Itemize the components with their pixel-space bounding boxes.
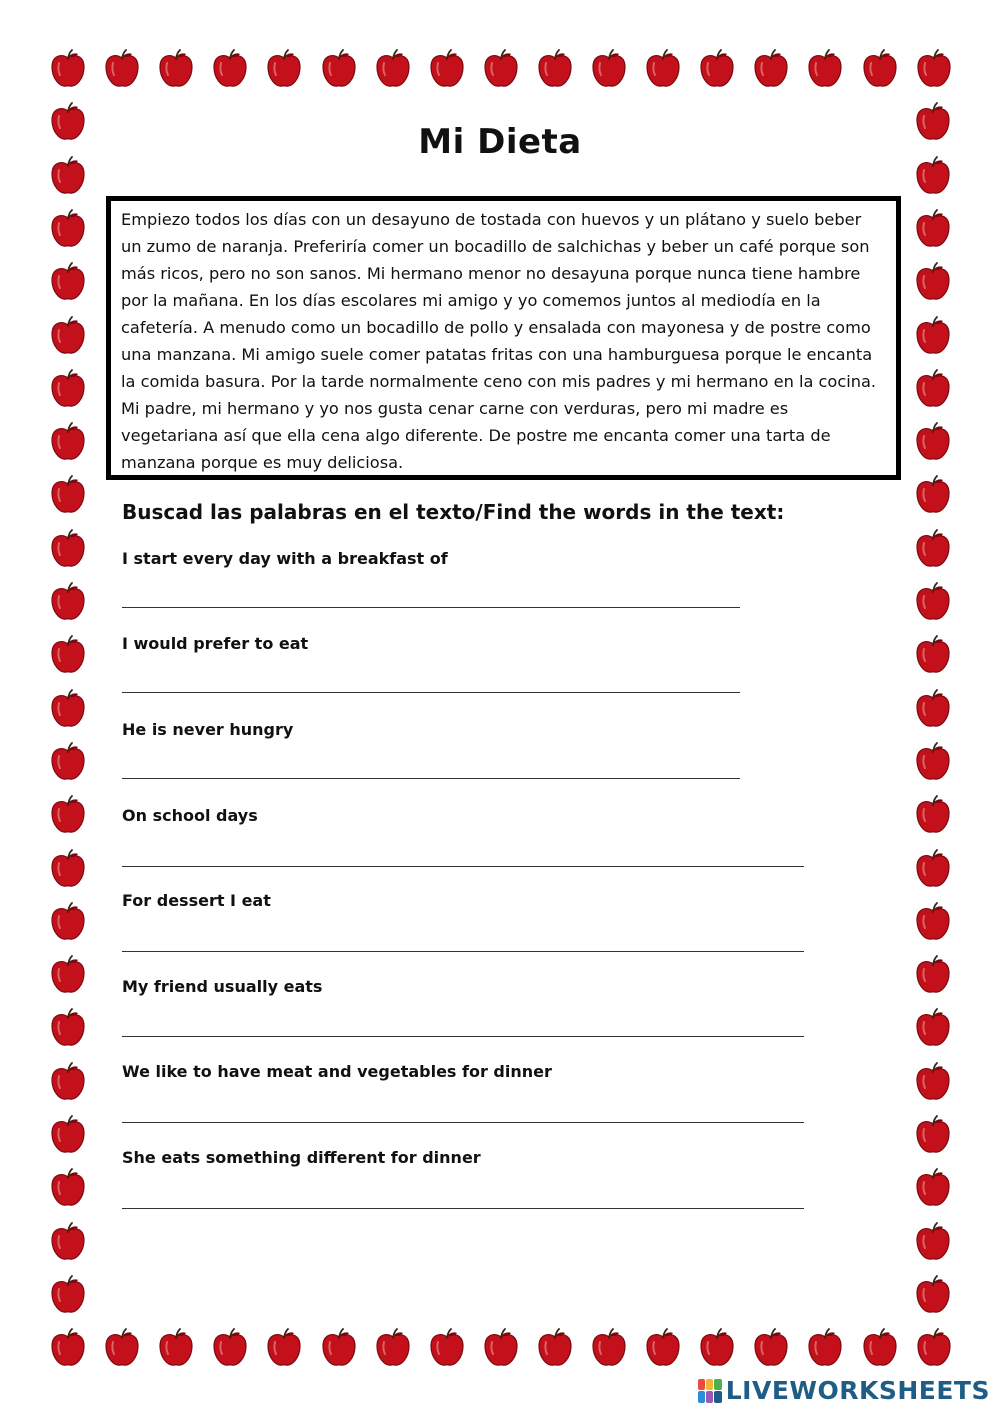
apple-icon: [698, 49, 736, 89]
apple-icon: [49, 1328, 87, 1368]
apple-icon: [644, 1328, 682, 1368]
answer-line[interactable]: [122, 1036, 804, 1037]
apple-icon: [103, 1328, 141, 1368]
question-label: She eats something different for dinner: [122, 1148, 481, 1167]
instruction-heading: Buscad las palabras en el texto/Find the words in the text:: [122, 500, 785, 524]
answer-line[interactable]: [122, 1122, 804, 1123]
apple-icon: [49, 955, 87, 995]
apple-icon: [914, 1115, 952, 1155]
apple-icon: [914, 316, 952, 356]
apple-icon: [49, 902, 87, 942]
answer-line[interactable]: [122, 607, 740, 608]
apple-icon: [103, 49, 141, 89]
page-title: Mi Dieta: [418, 122, 582, 162]
answer-line[interactable]: [122, 951, 804, 952]
apple-icon: [428, 1328, 466, 1368]
apple-icon: [211, 49, 249, 89]
question-label: He is never hungry: [122, 720, 294, 739]
apple-icon: [157, 49, 195, 89]
apple-icon: [49, 1062, 87, 1102]
apple-icon: [320, 49, 358, 89]
apple-icon: [265, 49, 303, 89]
apple-icon: [49, 156, 87, 196]
apple-icon: [806, 49, 844, 89]
question-label: I start every day with a breakfast of: [122, 549, 448, 568]
apple-icon: [752, 1328, 790, 1368]
apple-icon: [211, 1328, 249, 1368]
apple-icon: [914, 689, 952, 729]
apple-icon: [914, 529, 952, 569]
apple-icon: [482, 1328, 520, 1368]
apple-icon: [374, 49, 412, 89]
apple-icon: [374, 1328, 412, 1368]
apple-icon: [914, 156, 952, 196]
apple-icon: [914, 955, 952, 995]
apple-icon: [915, 1328, 953, 1368]
apple-icon: [914, 1275, 952, 1315]
apple-icon: [49, 689, 87, 729]
answer-line[interactable]: [122, 778, 740, 779]
apple-icon: [590, 1328, 628, 1368]
apple-icon: [49, 1115, 87, 1155]
apple-icon: [914, 849, 952, 889]
question-label: My friend usually eats: [122, 977, 323, 996]
apple-icon: [49, 795, 87, 835]
apple-icon: [49, 1008, 87, 1048]
apple-icon: [590, 49, 628, 89]
apple-icon: [914, 1062, 952, 1102]
liveworksheets-logo-text: LIVEWORKSHEETS: [725, 1376, 990, 1405]
apple-icon: [536, 49, 574, 89]
apple-icon: [914, 1008, 952, 1048]
apple-icon: [49, 635, 87, 675]
question-label: We like to have meat and vegetables for dinner: [122, 1062, 552, 1081]
apple-icon: [49, 582, 87, 622]
apple-icon: [49, 422, 87, 462]
apple-icon: [752, 49, 790, 89]
apple-icon: [49, 316, 87, 356]
question-label: On school days: [122, 806, 258, 825]
apple-icon: [49, 475, 87, 515]
apple-icon: [914, 262, 952, 302]
apple-icon: [914, 1168, 952, 1208]
apple-icon: [49, 1168, 87, 1208]
apple-icon: [536, 1328, 574, 1368]
apple-icon: [49, 209, 87, 249]
apple-icon: [914, 209, 952, 249]
apple-icon: [49, 49, 87, 89]
apple-icon: [914, 635, 952, 675]
apple-icon: [914, 475, 952, 515]
apple-icon: [49, 1222, 87, 1262]
apple-icon: [49, 369, 87, 409]
question-label: I would prefer to eat: [122, 634, 309, 653]
answer-line[interactable]: [122, 692, 740, 693]
liveworksheets-logo-icon: [698, 1379, 722, 1403]
apple-icon: [157, 1328, 195, 1368]
apple-icon: [914, 422, 952, 462]
apple-icon: [49, 1275, 87, 1315]
apple-icon: [915, 49, 953, 89]
apple-icon: [861, 49, 899, 89]
apple-icon: [49, 529, 87, 569]
apple-icon: [914, 369, 952, 409]
apple-icon: [320, 1328, 358, 1368]
apple-icon: [428, 49, 466, 89]
apple-icon: [644, 49, 682, 89]
apple-icon: [914, 1222, 952, 1262]
question-label: For dessert I eat: [122, 891, 271, 910]
apple-icon: [914, 582, 952, 622]
reading-passage: Empiezo todos los días con un desayuno de tostada con huevos y un plátano y suelo beber un zumo de naranja. Preferiría comer un bocadillo de salchichas y beber un café porque son más ricos, pero no son sanos. Mi hermano menor no desayuna porque nunca tiene hambre por la mañana. En los días escolares mi amigo y yo comemos juntos al mediodía en la cafetería. A menudo como un bocadillo de pollo y ensalada con mayonesa y de postre como una manzana. Mi amigo suele comer patatas fritas con una hamburguesa porque le encanta la comida basura. Por la tarde normalmente ceno con mis padres y mi hermano en la cocina. Mi padre, mi hermano y yo nos gusta cenar carne con verduras, pero mi madre es vegetariana así que ella cena algo diferente. De postre me encanta comer una tarta de manzana porque es muy deliciosa.: [121, 210, 877, 472]
apple-icon: [914, 902, 952, 942]
apple-icon: [861, 1328, 899, 1368]
answer-line[interactable]: [122, 1208, 804, 1209]
apple-icon: [482, 49, 520, 89]
apple-icon: [265, 1328, 303, 1368]
answer-line[interactable]: [122, 866, 804, 867]
liveworksheets-logo: [698, 1376, 990, 1405]
reading-passage-box: [106, 196, 901, 480]
apple-icon: [914, 742, 952, 782]
apple-icon: [49, 849, 87, 889]
apple-icon: [49, 262, 87, 302]
apple-icon: [49, 742, 87, 782]
apple-icon: [914, 795, 952, 835]
apple-icon: [806, 1328, 844, 1368]
apple-icon: [698, 1328, 736, 1368]
